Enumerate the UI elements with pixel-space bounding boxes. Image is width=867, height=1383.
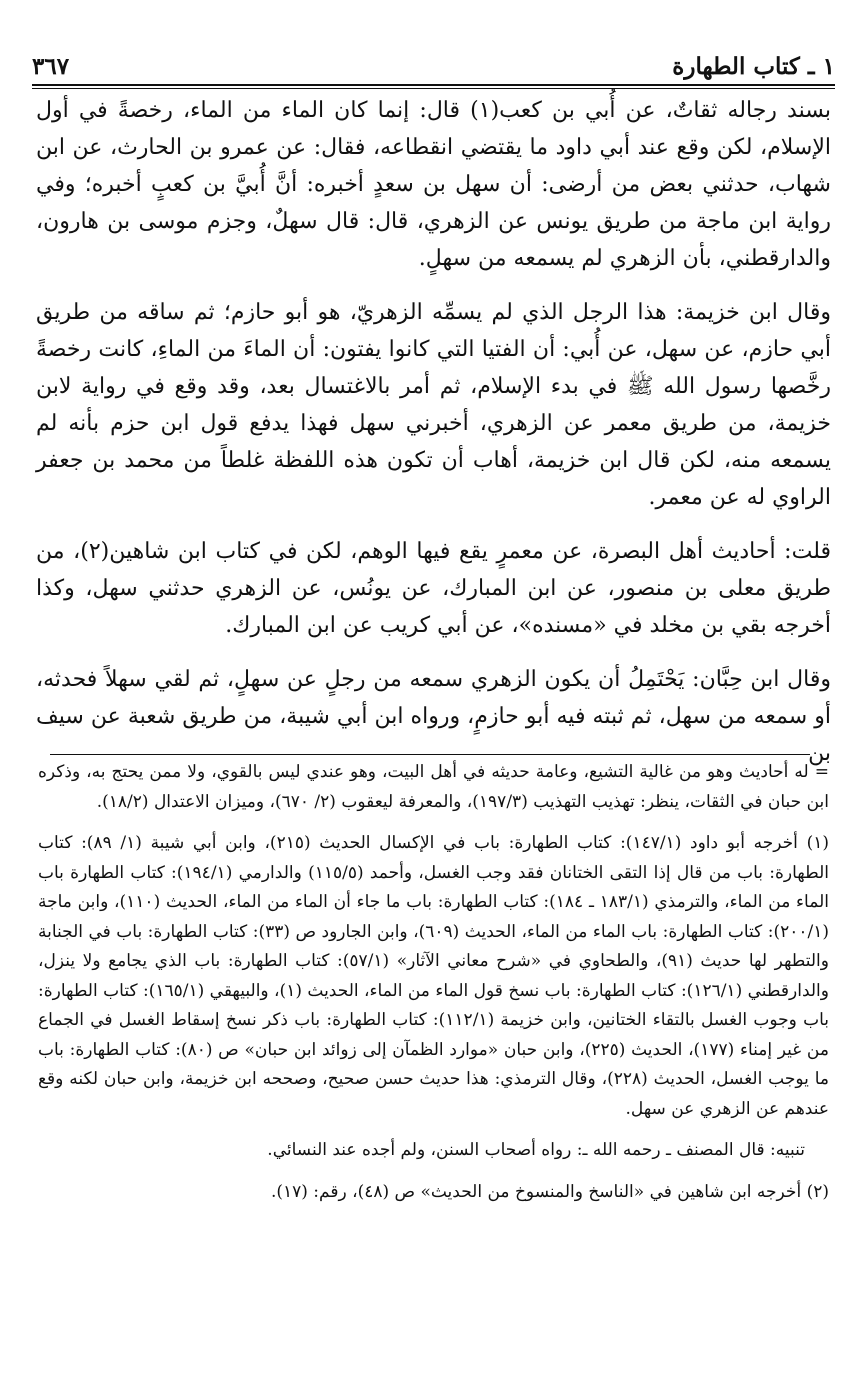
body-paragraph-3: قلت: أحاديث أهل البصرة، عن معمرٍ يقع فيها الوهم، لكن في كتاب ابن شاهين(٢)، من طريق معلى بن منصور، عن ابن المبارك، عن يونُس، عن الزهري حدثني سهل، وكذا أخرجه بقي بن مخلد في «مسنده»، عن أبي كريب عن ابن المبارك.	[36, 539, 831, 638]
footnote-2: (٢) أخرجه ابن شاهين في «الناسخ والمنسوخ من الحديث» ص (٤٨)، رقم: (١٧).	[270, 1181, 829, 1202]
main-text	[36, 92, 831, 789]
footnote-1: (١) أخرجه أبو داود (١٤٧/١): كتاب الطهارة: باب في الإكسال الحديث (٢١٥)، وابن أبي شيبة (١/ ٨٩): كتاب الطهارة: باب من قال إذا التقى الختانان فقد وجب الغسل، وأحمد (١١٥/٥) والدارمي (١٩٤/١): كتاب الطهارة باب الماء من الماء، والترمذي (١٨٣/١ ـ ١٨٤): كتاب الطهارة: باب ما جاء أن الماء من الماء، الحديث (١١٠)، وابن ماجة (٢٠٠/١): كتاب الطهارة: باب الماء من الماء، الحديث (٦٠٩)، وابن الجارود ص (٣٣): كتاب الطهارة: باب في الجنابة والتطهر لها حديث (٩١)، والطحاوي في «شرح معاني الآثار» (٥٧/١): كتاب الطهارة: باب الذي يجامع ولا ينزل، والدارقطني (١٢٦/١): كتاب الطهارة: باب نسخ قول الماء من الماء، الحديث (١)، والبيهقي (١٦٥/١): كتاب الطهارة: باب وجوب الغسل بالتقاء الختانين، وابن خزيمة (١١٢/١): كتاب الطهارة: باب ذكر نسخ إسقاط الغسل في الجماع من غير إمناء (١٧٧)، الحديث (٢٢٥)، وابن حبان «موارد الظمآن إلى زوائد ابن حبان» ص (٨٠): كتاب الطهارة: باب ما يوجب الغسل، الحديث (٢٢٨)، وقال الترمذي: هذا حديث حسن صحيح، وصححه ابن خزيمة، وابن حبان لكنه وقع عندهم عن الزهري عن سهل.	[38, 833, 829, 1119]
body-paragraph-2: وقال ابن خزيمة: هذا الرجل الذي لم يسمِّه الزهريّ، هو أبو حازم؛ ثم ساقه من طريق أبي حازم، عن سهل، عن أُبي: أن الفتيا التي كانوا يفتون: أن الماءَ من الماءِ، كانت رخصةً رخَّصها رسول الله ﷺ في بدء الإسلام، ثم أمر بالاغتسال بعد، وقد وقع في رواية لابن خزيمة، من طريق معمر عن الزهري، أخبرني سهل فهذا يدفع قول ابن حزم بأنه لم يسمعه منه، لكن قال ابن خزيمة، أهاب أن تكون هذه اللفظة غلطاً من محمد بن جعفر الراوي له عن معمر.	[36, 300, 831, 510]
running-header	[32, 40, 835, 80]
body-paragraph-4: وقال ابن حِبَّان: يَحْتَمِلُ أن يكون الزهري سمعه من رجلٍ عن سهلٍ، ثم لقي سهلاً فحدثه، أو سمعه من سهل، ثم ثبته فيه أبو حازمٍ، ورواه ابن أبي شيبة، من طريق شعبة عن سيف بن	[36, 667, 831, 766]
header-rule-thin	[32, 88, 835, 89]
footnotes	[38, 758, 829, 1219]
footnote-1-note: تنبيه: قال المصنف ـ رحمه الله ـ: رواه أصحاب السنن، ولم أجده عند النسائي.	[267, 1140, 805, 1160]
chapter-title: ١ ـ كتاب الطهارة	[672, 53, 835, 80]
header-rule	[32, 84, 835, 86]
body-paragraph-1: بسند رجاله ثقاتٌ، عن أُبي بن كعب(١) قال: إنما كان الماء من الماء، رخصةً في أول الإسلام، لكن وقع عند أبي داود ما يقتضي انقطاعه، فقال: عن عمرو بن الحارث، عن ابن شهاب، حدثني بعض من أرضى: أن سهل بن سعدٍ أخبره: أنَّ أُبيَّ بن كعبٍ أخبره؛ وفي رواية ابن ماجة من طريق يونس عن الزهري، قال: قال سهلٌ، وجزم موسى بن هارون، والدارقطني، بأن الزهري لم يسمعه من سهلٍ.	[36, 98, 831, 271]
footnote-continuation: = له أحاديث وهو من غالية التشيع، وعامة حديثه في أهل البيت، وهو عندي ليس بالقوي، ولا ممن يحتج به، وذكره ابن حبان في الثقات، ينظر: تهذيب التهذيب (١٩٧/٣)، والمعرفة ليعقوب (٢/ ٦٧٠)، وميزان الاعتدال (١٨/٢).	[38, 762, 829, 812]
page-number: ٣٦٧	[32, 53, 70, 80]
footnote-separator	[50, 754, 810, 755]
